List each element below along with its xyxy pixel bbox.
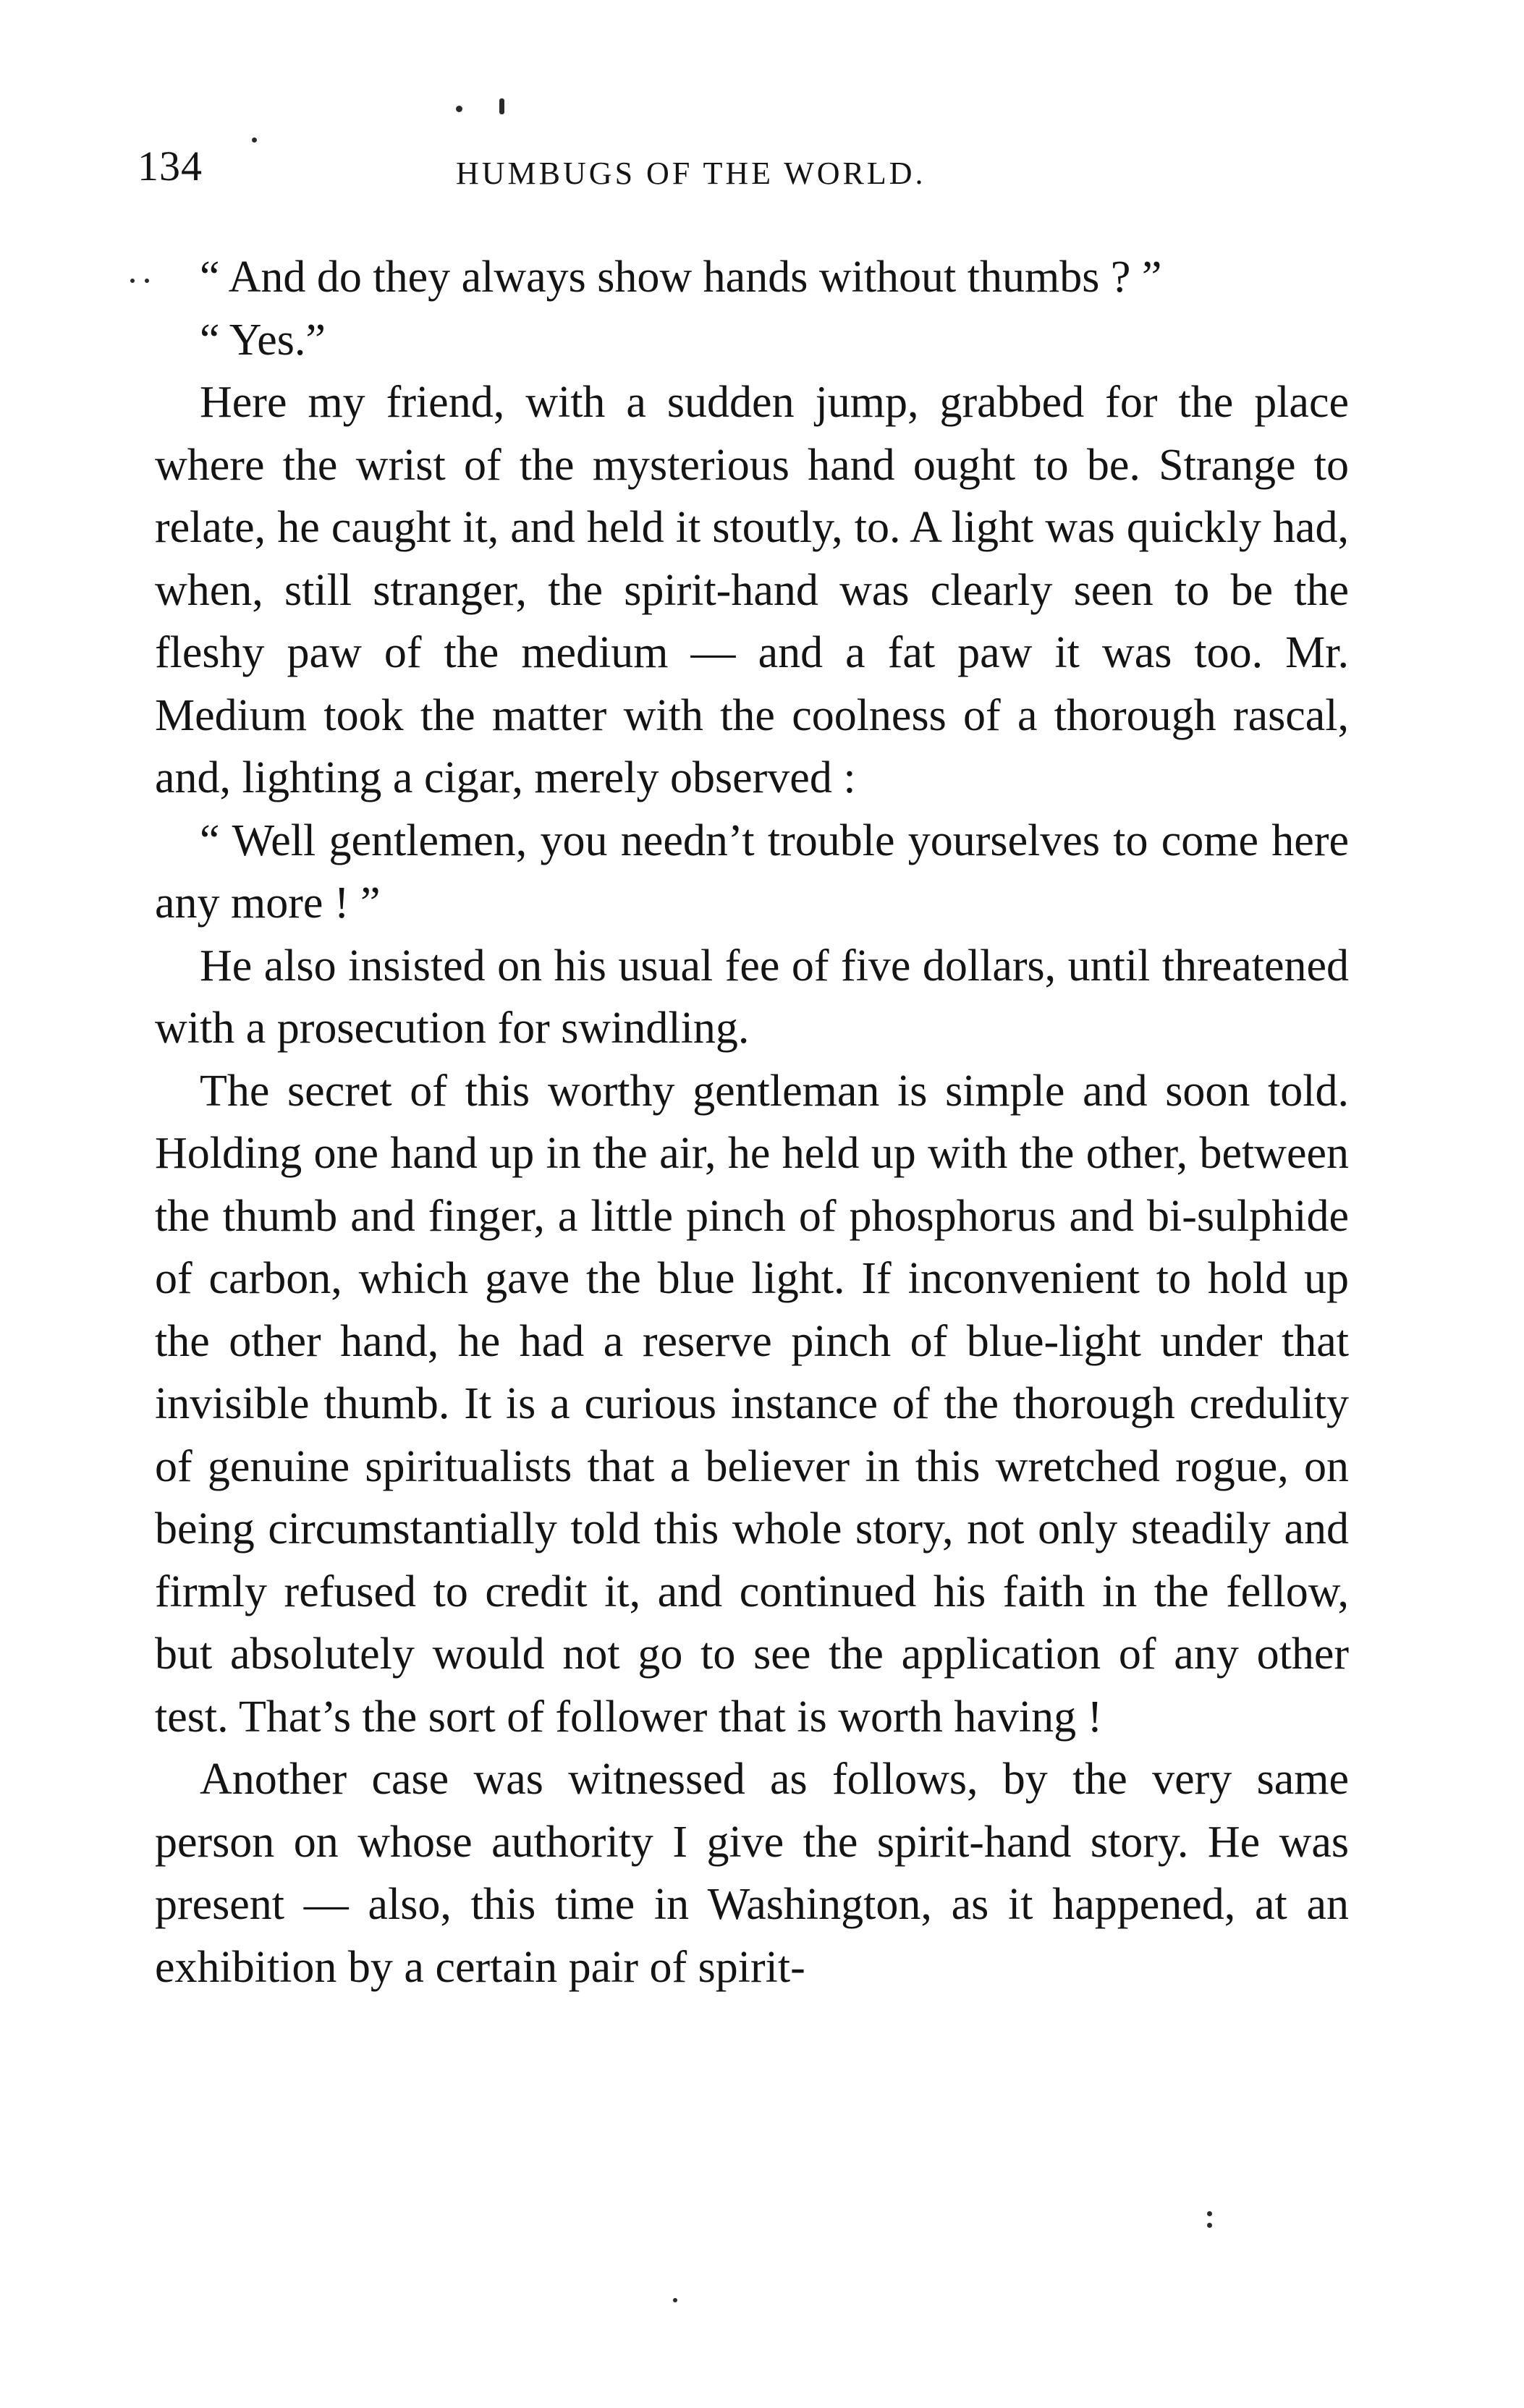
page-header (137, 142, 1368, 192)
paragraph: The secret of this worthy gentleman is simple and soon told. Holding one hand up in the air, he held up with the other, between the thumb and finger, a little pinch of phosphorus and bi-sulphide of carbon, which gave the blue light. If inconvenient to hold up the other hand, he had a reserve pinch of blue-light under that invisible thumb. It is a curious instance of the thorough credulity of genuine spiritualists that a believer in this wretched rogue, on being circumstantially told this whole story, not only steadily and firmly refused to credit it, and continued his faith in the fellow, but absolutely would not go to see the application of any other test. That’s the sort of follower that is worth having ! (155, 1066, 1349, 1742)
body-text (155, 246, 1349, 1998)
ink-speck (1207, 2211, 1212, 2216)
ink-speck (673, 2298, 677, 2302)
ink-speck (456, 106, 462, 112)
page-number: 134 (137, 143, 203, 190)
ink-speck (499, 98, 504, 114)
ink-speck (145, 279, 149, 283)
paragraph: “ Well gentlemen, you needn’t trouble yourselves to come here any more ! ” (155, 815, 1349, 928)
running-head: HUMBUGS OF THE WORLD. (456, 156, 926, 191)
ink-speck (130, 279, 135, 283)
paragraph: “ And do they always show hands without thumbs ? ” (200, 253, 1162, 302)
paragraph: “ Yes.” (200, 315, 326, 365)
ink-speck (1207, 2223, 1212, 2228)
paragraph: Another case was witnessed as follows, by the very same person on whose authority I give the spirit-hand story. He was present — also, this time in Washington, as it happened, at an exhibition by a certain pair of spirit- (155, 1755, 1349, 1992)
paragraph: He also insisted on his usual fee of five dollars, until threatened with a prosecution for swindling. (155, 941, 1349, 1053)
paragraph: Here my friend, with a sudden jump, grabbed for the place where the wrist of the mysterious hand ought to be. Strange to relate, he caught it, and held it stoutly, to. A light was quickly had, when, still stranger, the spirit-hand was clearly seen to be the fleshy paw of the medium — and a fat paw it was too. Mr. Medium took the matter with the coolness of a thorough rascal, and, lighting a cigar, merely observed : (155, 378, 1349, 802)
